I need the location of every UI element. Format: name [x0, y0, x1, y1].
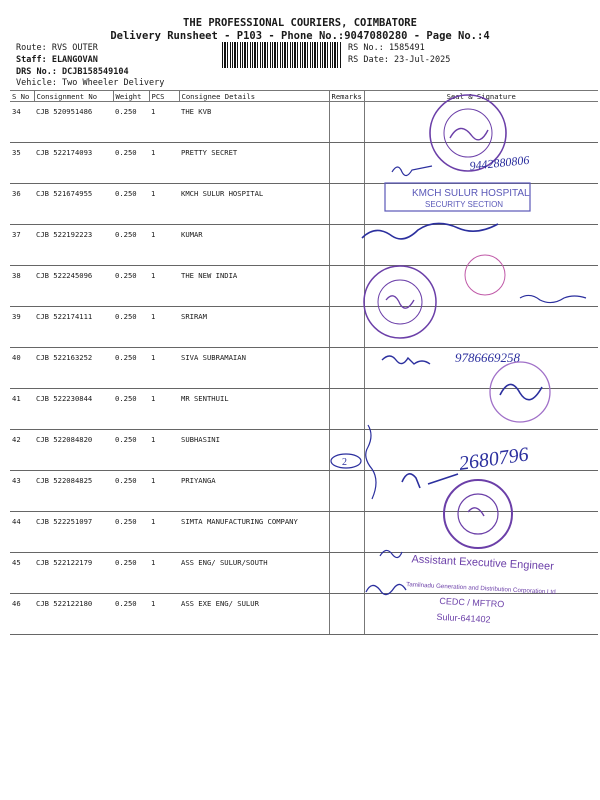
seal-cell — [364, 594, 598, 635]
remarks-cell — [329, 266, 364, 307]
consignee-cell: SUBHASINI — [179, 430, 329, 471]
table-row — [10, 266, 598, 307]
company-title: THE PROFESSIONAL COURIERS, COIMBATORE — [183, 17, 417, 29]
consignment-cell: CJB 520951486 — [34, 102, 113, 143]
kmch-stamp-name: KMCH SULUR HOSPITAL — [412, 188, 530, 199]
remarks-cell — [329, 594, 364, 635]
pcs-cell: 1 — [149, 348, 179, 389]
weight-cell: 0.250 — [113, 102, 149, 143]
sno-cell: 39 — [10, 307, 34, 348]
consignment-cell: CJB 522122179 — [34, 553, 113, 594]
sno-cell: 45 — [10, 553, 34, 594]
table-row — [10, 389, 598, 430]
drs-number: DRS No.: DCJB158549104 — [16, 67, 129, 77]
pcs-cell: 1 — [149, 389, 179, 430]
seal-cell — [364, 225, 598, 266]
seal-cell — [364, 389, 598, 430]
tneb-org: Tamilnadu Generation and Distribution Corporation Ltd — [405, 581, 556, 596]
remarks-cell — [329, 225, 364, 266]
consignee-cell: SIVA SUBRAMAIAN — [179, 348, 329, 389]
col-pcs: PCS — [149, 91, 179, 102]
consignment-cell: CJB 522230844 — [34, 389, 113, 430]
remarks-cell — [329, 307, 364, 348]
tneb-office: CEDC / MFTRO — [439, 595, 505, 610]
consignee-cell: THE NEW INDIA — [179, 266, 329, 307]
weight-cell: 0.250 — [113, 553, 149, 594]
sno-cell: 35 — [10, 143, 34, 184]
table-row — [10, 594, 598, 635]
remarks-cell — [329, 512, 364, 553]
table-row — [10, 553, 598, 594]
sno-cell: 46 — [10, 594, 34, 635]
consignee-cell: KUMAR — [179, 225, 329, 266]
seal-cell — [364, 430, 598, 471]
remarks-cell — [329, 102, 364, 143]
consignment-cell: CJB 521674955 — [34, 184, 113, 225]
col-consignee: Consignee Details — [179, 91, 329, 102]
col-weight: Weight — [113, 91, 149, 102]
seal-cell — [364, 348, 598, 389]
consignee-cell: MR SENTHUIL — [179, 389, 329, 430]
pcs-cell: 1 — [149, 266, 179, 307]
table-row — [10, 307, 598, 348]
remarks-cell — [329, 389, 364, 430]
weight-cell: 0.250 — [113, 266, 149, 307]
seal-cell — [364, 143, 598, 184]
pcs-cell: 1 — [149, 225, 179, 266]
sno-cell: 44 — [10, 512, 34, 553]
consignment-cell: CJB 522084825 — [34, 471, 113, 512]
remarks-cell — [329, 430, 364, 471]
consignment-cell: CJB 522192223 — [34, 225, 113, 266]
consignee-cell: SIMTA MANUFACTURING COMPANY — [179, 512, 329, 553]
kmch-stamp-section: SECURITY SECTION — [425, 200, 504, 209]
consignee-cell: THE KVB — [179, 102, 329, 143]
remarks-cell — [329, 471, 364, 512]
sno-cell: 37 — [10, 225, 34, 266]
pcs-cell: 1 — [149, 184, 179, 225]
consignee-cell: PRIYANGA — [179, 471, 329, 512]
rs-number: RS No.: 1585491 — [348, 43, 425, 53]
sno-cell: 36 — [10, 184, 34, 225]
sno-cell: 40 — [10, 348, 34, 389]
route-label: Route: RVS OUTER — [16, 43, 98, 53]
table-header-row — [10, 91, 598, 102]
sno-cell: 43 — [10, 471, 34, 512]
weight-cell: 0.250 — [113, 225, 149, 266]
consignment-cell: CJB 522084820 — [34, 430, 113, 471]
barcode — [222, 42, 342, 68]
consignment-cell: CJB 522251097 — [34, 512, 113, 553]
seal-cell — [364, 102, 598, 143]
remarks-cell — [329, 553, 364, 594]
weight-cell: 0.250 — [113, 389, 149, 430]
staff-label: Staff: ELANGOVAN — [16, 55, 98, 65]
consignment-cell: CJB 522163252 — [34, 348, 113, 389]
runsheet-table — [10, 90, 598, 635]
phone-handwriting: 9442880806 — [468, 152, 530, 173]
table-row — [10, 512, 598, 553]
sno-cell: 34 — [10, 102, 34, 143]
vehicle-label: Vehicle: Two Wheeler Delivery — [16, 78, 165, 88]
weight-cell: 0.250 — [113, 184, 149, 225]
handwritten-number: 2680796 — [457, 443, 531, 475]
consignee-cell: PRETTY SECRET — [179, 143, 329, 184]
weight-cell: 0.250 — [113, 594, 149, 635]
weight-cell: 0.250 — [113, 143, 149, 184]
tneb-title: Assistant Executive Engineer — [411, 553, 555, 573]
table-row — [10, 225, 598, 266]
pcs-cell: 1 — [149, 471, 179, 512]
weight-cell: 0.250 — [113, 430, 149, 471]
table-row — [10, 143, 598, 184]
remark-number: 2 — [342, 457, 347, 468]
col-remarks: Remarks — [329, 91, 364, 102]
col-sno: S No — [10, 91, 34, 102]
table-row — [10, 471, 598, 512]
sno-cell: 38 — [10, 266, 34, 307]
consignment-cell: CJB 522174111 — [34, 307, 113, 348]
table-row — [10, 102, 598, 143]
seal-cell — [364, 266, 598, 307]
consignment-cell: CJB 522122180 — [34, 594, 113, 635]
table-row — [10, 184, 598, 225]
consignee-cell: SRIRAM — [179, 307, 329, 348]
consignee-cell: ASS ENG/ SULUR/SOUTH — [179, 553, 329, 594]
weight-cell: 0.250 — [113, 471, 149, 512]
remarks-cell — [329, 184, 364, 225]
seal-cell — [364, 184, 598, 225]
phone-handwriting: 9786669258 — [455, 350, 520, 365]
pcs-cell: 1 — [149, 143, 179, 184]
sno-cell: 41 — [10, 389, 34, 430]
table-row — [10, 430, 598, 471]
remarks-cell — [329, 348, 364, 389]
seal-cell — [364, 512, 598, 553]
consignee-cell: KMCH SULUR HOSPITAL — [179, 184, 329, 225]
weight-cell: 0.250 — [113, 307, 149, 348]
pcs-cell: 1 — [149, 102, 179, 143]
consignee-cell: ASS EXE ENG/ SULUR — [179, 594, 329, 635]
seal-cell — [364, 307, 598, 348]
pcs-cell: 1 — [149, 594, 179, 635]
rs-date: RS Date: 23-Jul-2025 — [348, 55, 451, 65]
consignment-cell: CJB 522174093 — [34, 143, 113, 184]
runsheet-title: Delivery Runsheet - P103 - Phone No.:9047080280 - Page No.:4 — [110, 30, 490, 42]
seal-cell — [364, 553, 598, 594]
pcs-cell: 1 — [149, 512, 179, 553]
seal-cell — [364, 471, 598, 512]
consignment-cell: CJB 522245096 — [34, 266, 113, 307]
col-seal: Seal & Signature — [364, 91, 598, 102]
table-row — [10, 348, 598, 389]
remarks-cell — [329, 143, 364, 184]
weight-cell: 0.250 — [113, 512, 149, 553]
col-consignment: Consignment No — [34, 91, 113, 102]
pcs-cell: 1 — [149, 430, 179, 471]
pcs-cell: 1 — [149, 307, 179, 348]
sno-cell: 42 — [10, 430, 34, 471]
pcs-cell: 1 — [149, 553, 179, 594]
tneb-place: Sulur-641402 — [436, 611, 491, 625]
weight-cell: 0.250 — [113, 348, 149, 389]
